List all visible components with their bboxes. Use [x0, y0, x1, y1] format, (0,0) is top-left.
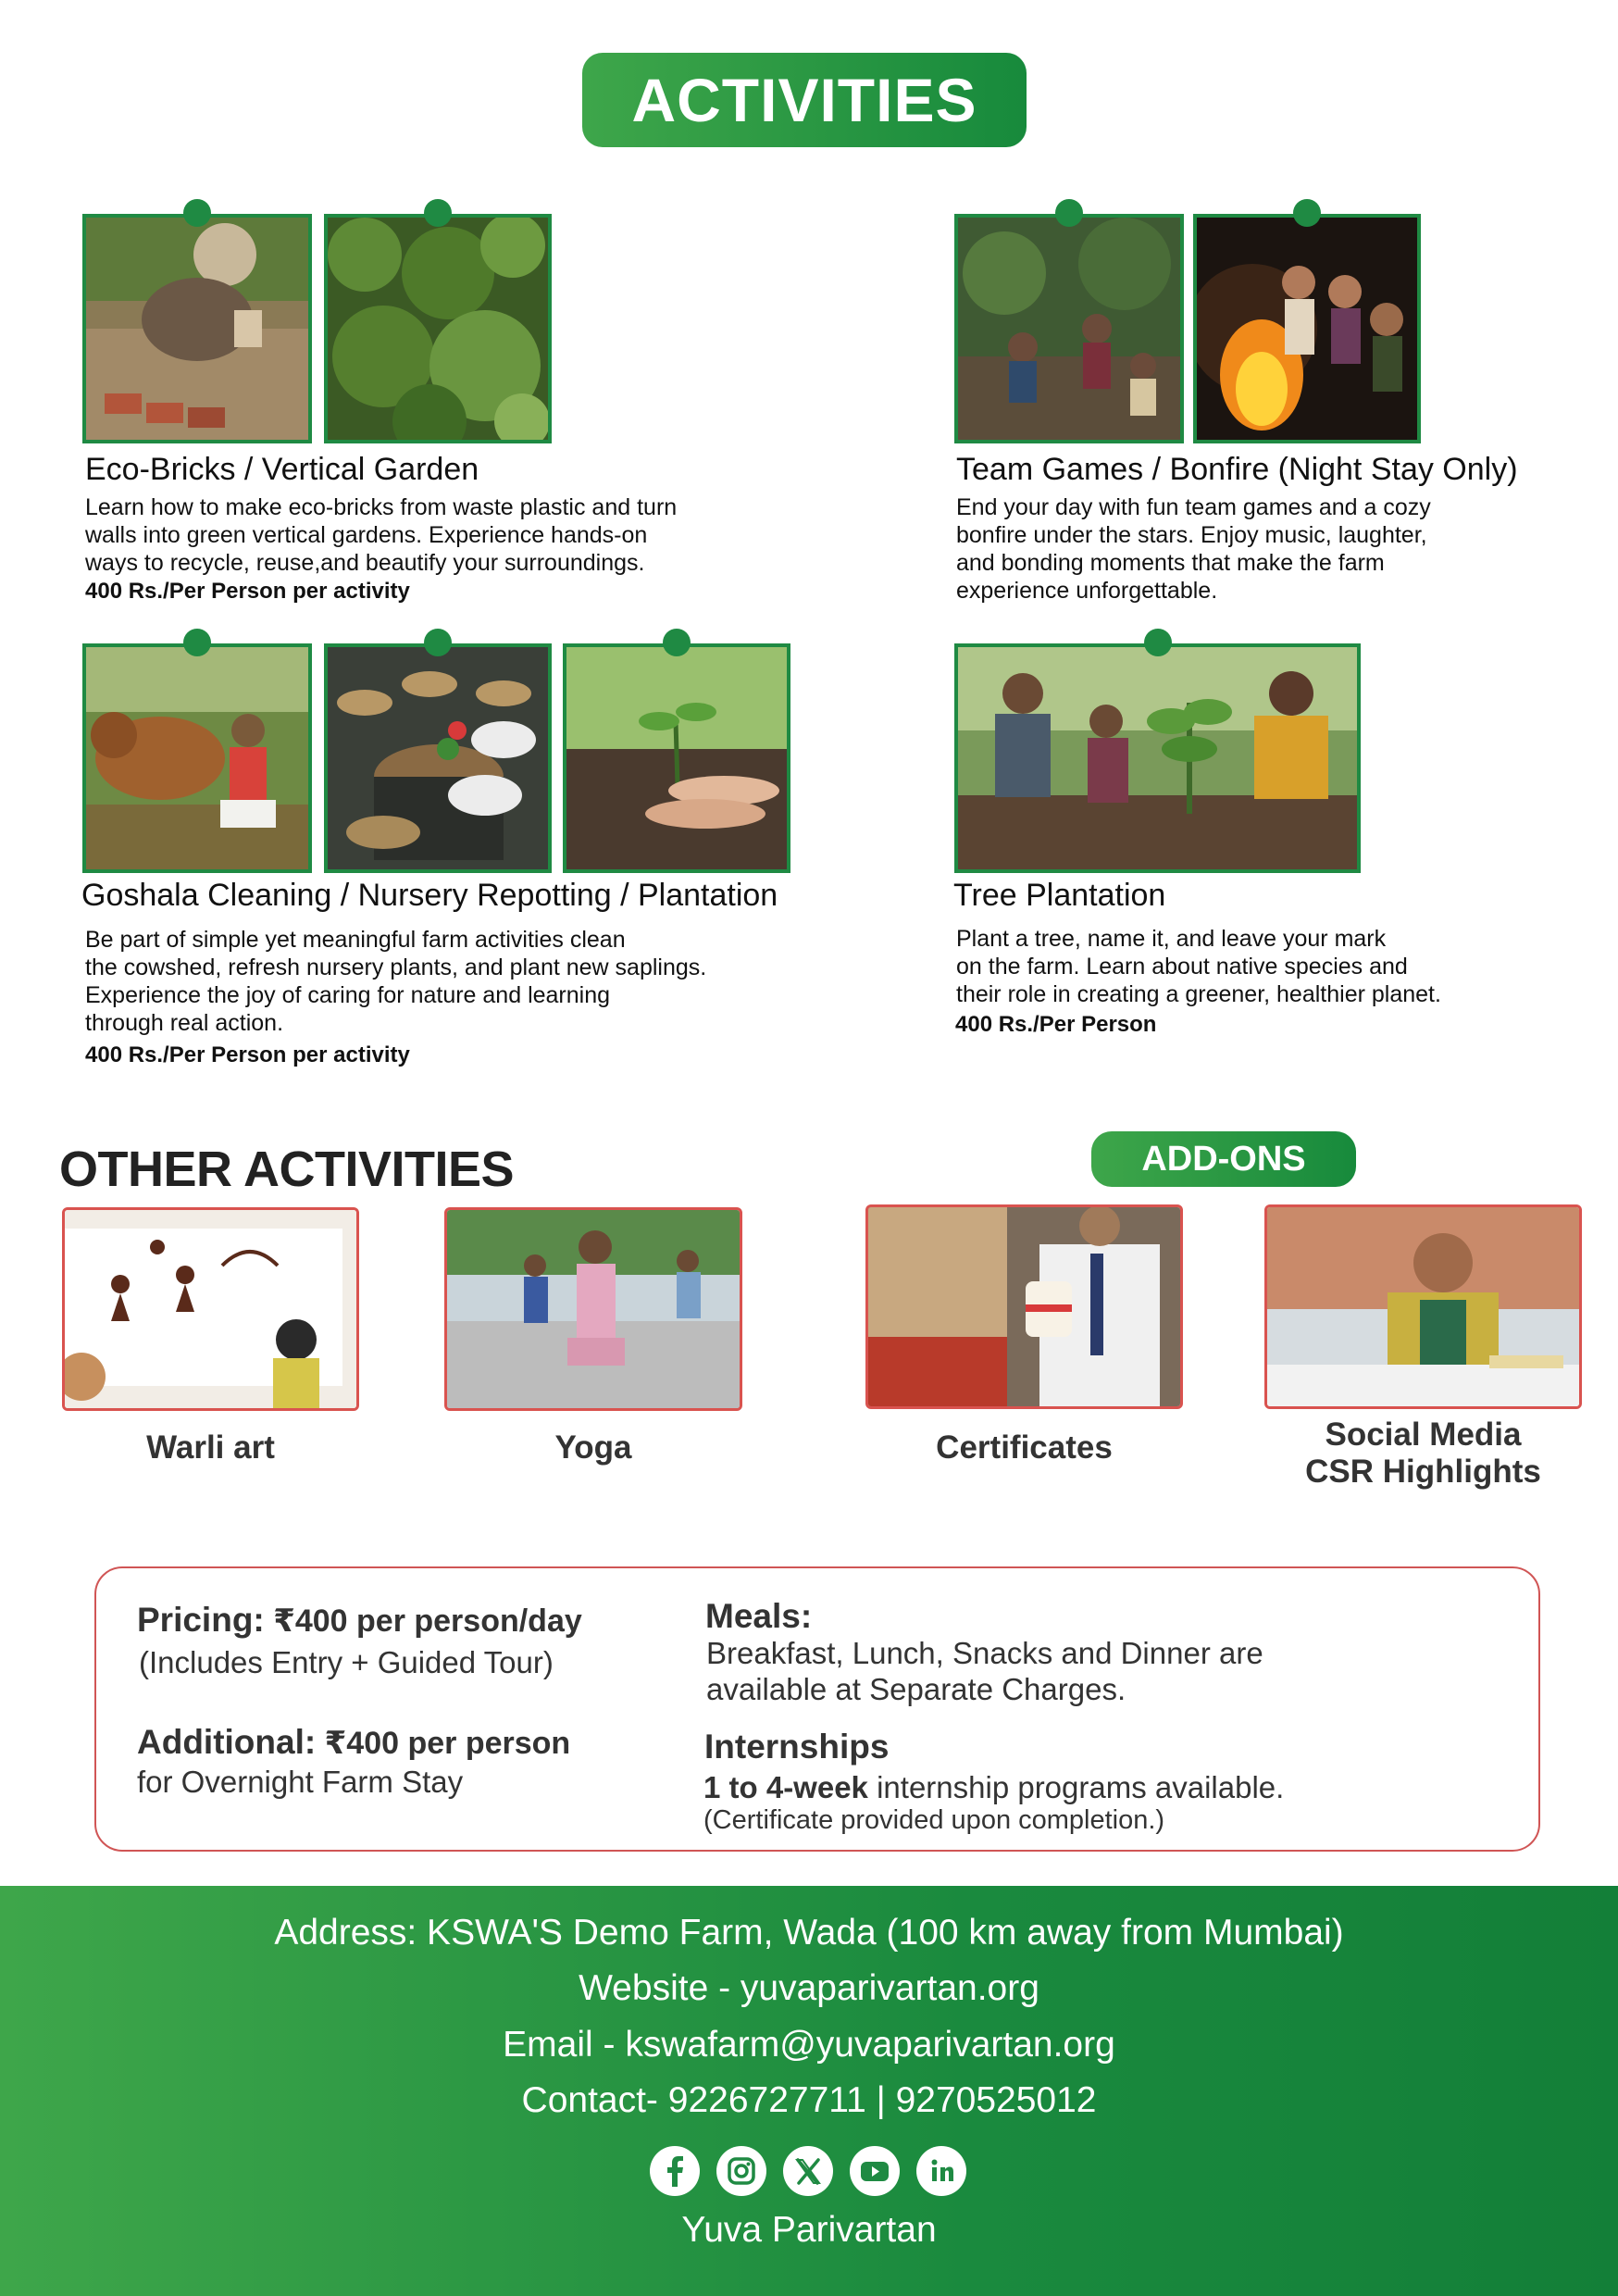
meals-line-2: available at Separate Charges. [706, 1672, 1126, 1706]
activities-header: ACTIVITIES [582, 53, 1027, 147]
yoga-photo [444, 1207, 742, 1411]
pricing-label: Pricing: [137, 1601, 265, 1639]
goshala-desc-2: the cowshed, refresh nursery plants, and plant new saplings. [85, 955, 707, 980]
tree-plantation-photo [954, 643, 1361, 873]
plantation-photo [563, 643, 790, 873]
eco-bricks-photo [82, 214, 312, 443]
other-activities-title: OTHER ACTIVITIES [59, 1142, 515, 1197]
goshala-desc-1: Be part of simple yet meaningful farm activities clean [85, 927, 626, 953]
tree-plantation-desc-2: on the farm. Learn about native species and [956, 954, 1408, 980]
csr-highlights-label: CSR Highlights [1305, 1454, 1541, 1490]
eco-bricks-desc-1: Learn how to make eco-bricks from waste plastic and turn [85, 494, 678, 520]
pin-icon [1144, 629, 1172, 656]
yoga-label: Yoga [554, 1429, 632, 1466]
pricing-note: (Includes Entry + Guided Tour) [139, 1645, 554, 1679]
tree-plantation-desc-1: Plant a tree, name it, and leave your mark [956, 926, 1387, 952]
pin-icon [424, 199, 452, 227]
footer-email[interactable]: Email - kswafarm@yuvaparivartan.org [503, 2025, 1115, 2065]
internships-line [703, 1770, 1284, 1805]
internships-note: (Certificate provided upon completion.) [703, 1805, 1165, 1835]
goshala-title: Goshala Cleaning / Nursery Repotting / Plantation [81, 878, 778, 913]
internships-heading: Internships [704, 1728, 890, 1766]
team-games-title: Team Games / Bonfire (Night Stay Only) [956, 452, 1518, 487]
meals-line-1: Breakfast, Lunch, Snacks and Dinner are [706, 1636, 1263, 1670]
tree-plantation-title: Tree Plantation [953, 878, 1166, 913]
social-media-label: Social Media [1325, 1416, 1522, 1453]
goshala-desc-3: Experience the joy of caring for nature and learning [85, 982, 611, 1008]
linkedin-icon[interactable] [916, 2146, 966, 2196]
pin-icon [424, 629, 452, 656]
pricing-heading [137, 1601, 582, 1640]
goshala-photo [82, 643, 312, 873]
eco-bricks-desc-3: ways to recycle, reuse,and beautify your surroundings. [85, 550, 645, 576]
team-games-desc-2: bonfire under the stars. Enjoy music, laughter, [956, 522, 1427, 548]
pin-icon [663, 629, 691, 656]
nursery-repotting-photo [324, 643, 552, 873]
additional-note: for Overnight Farm Stay [137, 1765, 464, 1799]
youtube-icon[interactable] [850, 2146, 900, 2196]
pin-icon [1293, 199, 1321, 227]
warli-art-photo [62, 1207, 359, 1411]
eco-bricks-price: 400 Rs./Per Person per activity [85, 579, 410, 604]
pin-icon [1055, 199, 1083, 227]
warli-art-label: Warli art [146, 1429, 275, 1466]
pin-icon [183, 199, 211, 227]
additional-value: ₹400 per person [316, 1726, 571, 1761]
team-games-desc-3: and bonding moments that make the farm [956, 550, 1385, 576]
team-games-photo [954, 214, 1184, 443]
additional-heading [137, 1723, 570, 1762]
team-games-desc-4: experience unforgettable. [956, 578, 1218, 604]
additional-label: Additional: [137, 1723, 317, 1761]
internships-rest: internship programs available. [867, 1770, 1285, 1804]
goshala-desc-4: through real action. [85, 1010, 284, 1036]
certificates-label: Certificates [936, 1429, 1113, 1466]
tree-plantation-price: 400 Rs./Per Person [955, 1012, 1157, 1037]
add-ons-badge: ADD-ONS [1091, 1131, 1356, 1187]
certificates-photo [865, 1204, 1183, 1409]
footer-address: Address: KSWA'S Demo Farm, Wada (100 km away from Mumbai) [274, 1913, 1344, 1953]
pricing-value: ₹400 per person/day [264, 1603, 582, 1639]
vertical-garden-photo [324, 214, 552, 443]
x-icon[interactable] [783, 2146, 833, 2196]
goshala-price: 400 Rs./Per Person per activity [85, 1042, 410, 1067]
team-games-desc-1: End your day with fun team games and a cozy [956, 494, 1431, 520]
pin-icon [183, 629, 211, 656]
eco-bricks-desc-2: walls into green vertical gardens. Experience hands-on [85, 522, 648, 548]
footer-contact: Contact- 9226727711 | 9270525012 [521, 2080, 1097, 2120]
footer-website[interactable]: Website - yuvaparivartan.org [579, 1968, 1039, 2008]
footer-brand: Yuva Parivartan [681, 2210, 937, 2250]
facebook-icon[interactable] [650, 2146, 700, 2196]
eco-bricks-title: Eco-Bricks / Vertical Garden [85, 452, 479, 487]
instagram-icon[interactable] [716, 2146, 766, 2196]
internships-duration: 1 to 4-week [703, 1770, 868, 1804]
bonfire-photo [1193, 214, 1421, 443]
tree-plantation-desc-3: their role in creating a greener, healthier planet. [956, 981, 1441, 1007]
meals-heading: Meals: [705, 1597, 813, 1635]
social-media-photo [1264, 1204, 1582, 1409]
